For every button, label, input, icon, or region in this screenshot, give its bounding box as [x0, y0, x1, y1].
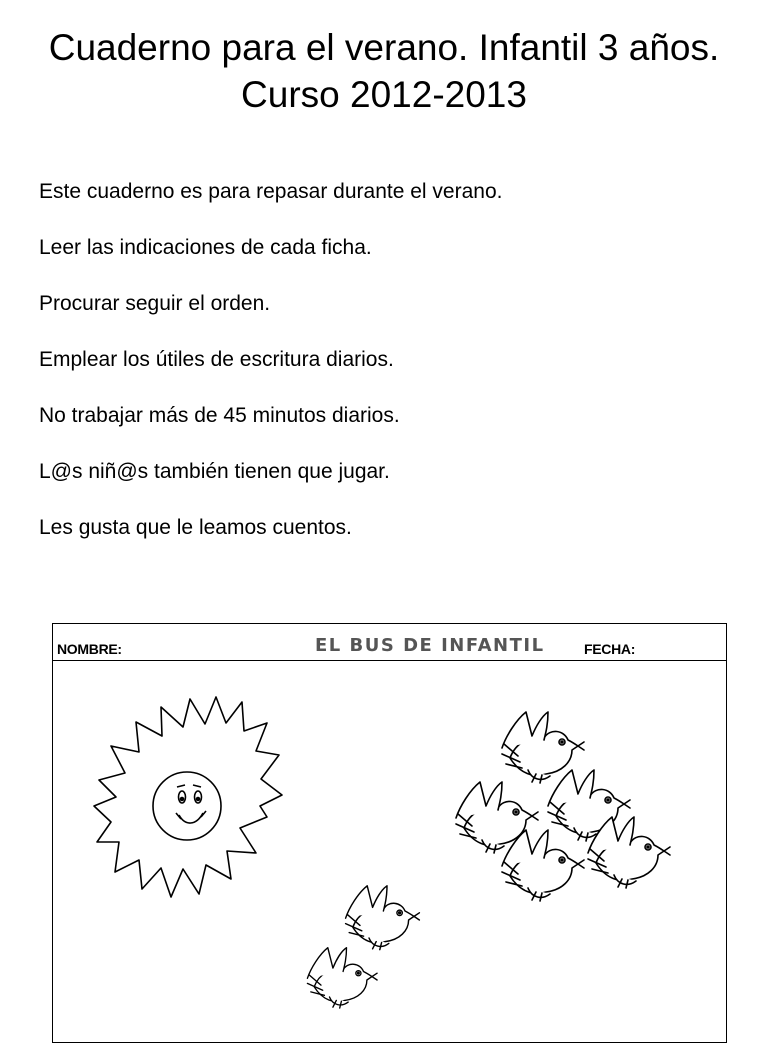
worksheet-title: EL BUS DE INFANTIL	[315, 635, 545, 656]
bird-icon	[307, 712, 670, 1008]
instruction-item: Procurar seguir el orden.	[39, 292, 271, 315]
instruction-item: Leer las indicaciones de cada ficha.	[39, 236, 372, 259]
name-label: NOMBRE:	[57, 641, 122, 657]
instruction-item: Les gusta que le leamos cuentos.	[39, 516, 352, 539]
sun-icon	[94, 697, 282, 897]
page-title: Cuaderno para el verano. Infantil 3 años. Curso 2012-2013	[48, 27, 720, 115]
instruction-item: Emplear los útiles de escritura diarios.	[39, 348, 394, 371]
instruction-item: Este cuaderno es para repasar durante el verano.	[39, 180, 503, 203]
instruction-item: L@s niñ@s también tienen que jugar.	[39, 460, 390, 483]
instruction-item: No trabajar más de 45 minutos diarios.	[39, 404, 400, 427]
date-label: FECHA:	[584, 641, 636, 657]
